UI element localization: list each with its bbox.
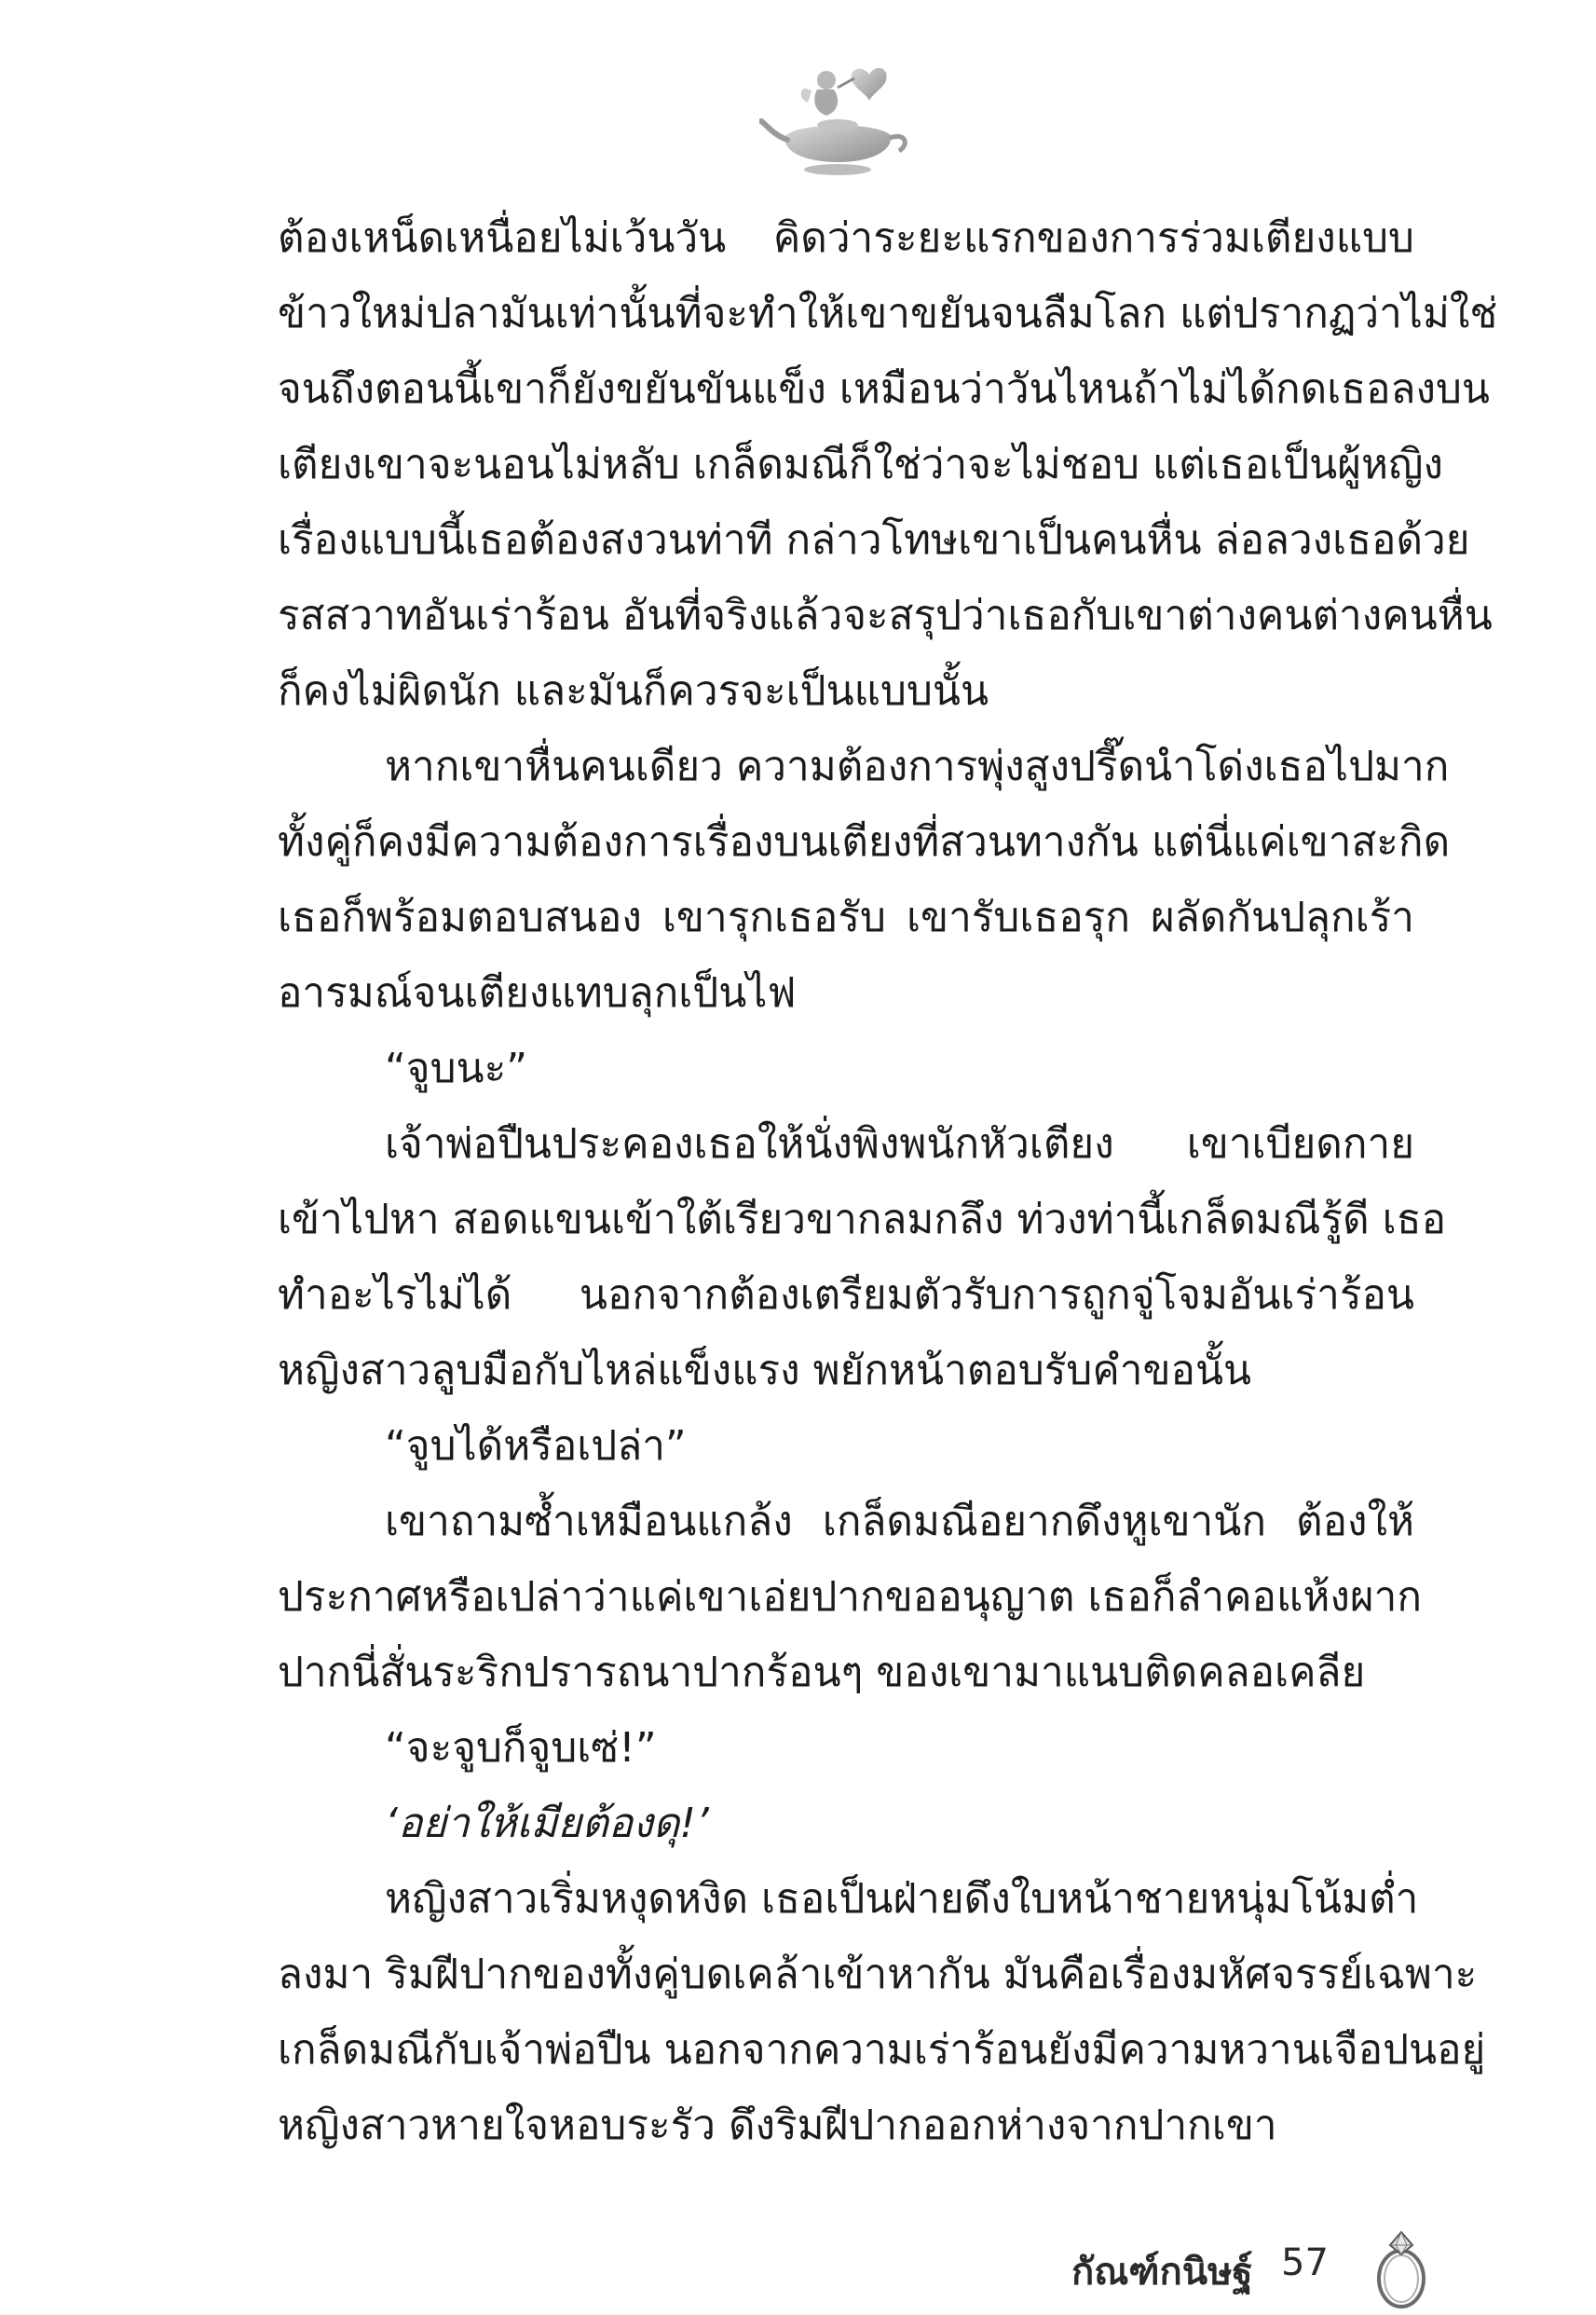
text-line: เข้าไปหา สอดแขนเข้าใต้เรียวขากลมกลึง ท่วงท่านี้เกล็ดมณีรู้ดี เธอ [278, 1196, 1446, 1243]
running-title: กัณฑ์กนิษฐ์ [1071, 2251, 1253, 2294]
text-line: ข้าวใหม่ปลามันเท่านั้นที่จะทำให้เขาขยันจนลืมโลก แต่ปรากฏว่าไม่ใช่ [278, 290, 1498, 337]
text-line: อารมณ์จนเตียงแทบลุกเป็นไฟ [278, 969, 797, 1017]
text-line: ทั้งคู่ก็คงมีความต้องการเรื่องบนเตียงที่สวนทางกัน แต่นี่แค่เขาสะกิด [278, 818, 1451, 866]
diamond-ring-icon [1371, 2223, 1437, 2311]
text-line: เตียงเขาจะนอนไม่หลับ เกล็ดมณีก็ใช่ว่าจะไม่ชอบ แต่เธอเป็นผู้หญิง [278, 441, 1443, 488]
text-line: เธอก็พร้อมตอบสนอง เขารุกเธอรับ เขารับเธอรุก ผลัดกันปลุกเร้า [278, 894, 1414, 941]
text-line: “จูบได้หรือเปล่า” [385, 1422, 687, 1470]
text-line: ลงมา ริมฝีปากของทั้งคู่บดเคล้าเข้าหากัน มันคือเรื่องมหัศจรรย์เฉพาะ [278, 1951, 1478, 1998]
text-line: ต้องเหน็ดเหนื่อยไม่เว้นวัน คิดว่าระยะแรกของการร่วมเตียงแบบ [278, 214, 1414, 262]
text-line: หญิงสาวเริ่มหงุดหงิด เธอเป็นฝ่ายดึงใบหน้าชายหนุ่มโน้มต่ำ [385, 1875, 1419, 1923]
body-text [278, 200, 1498, 2163]
text-line: ก็คงไม่ผิดนัก และมันก็ควรจะเป็นแบบนั้น [278, 667, 989, 715]
text-line: ‘อย่าให้เมียต้องดุ!’ [385, 1800, 709, 1847]
text-line: รสสวาทอันเร่าร้อน อันที่จริงแล้วจะสรุปว่าเธอกับเขาต่างคนต่างคนหื่น [278, 592, 1493, 639]
text-line: หญิงสาวลูบมือกับไหล่แข็งแรง พยักหน้าตอบรับคำขอนั้น [278, 1347, 1252, 1394]
text-line: หากเขาหื่นคนเดียว ความต้องการพุ่งสูงปรี๊ดนำโด่งเธอไปมาก [385, 743, 1450, 790]
text-line: ปากนี่สั่นระริกปรารถนาปากร้อนๆ ของเขามาแนบติดคลอเคลีย [278, 1649, 1366, 1696]
text-line: เจ้าพ่อปืนประคองเธอให้นั่งพิงพนักหัวเตียง เขาเบียดกาย [385, 1120, 1414, 1168]
text-line: ประกาศหรือเปล่าว่าแค่เขาเอ่ยปากขออนุญาต เธอก็ลำคอแห้งผาก [278, 1573, 1422, 1621]
text-line: เกล็ดมณีกับเจ้าพ่อปืน นอกจากความเร่าร้อนยังมีความหวานเจือปนอยู่ [278, 2026, 1486, 2074]
page-footer [1071, 2232, 1444, 2307]
text-line: “จะจูบก็จูบเซ่!” [385, 1724, 657, 1772]
text-line: ทำอะไรไม่ได้ นอกจากต้องเตรียมตัวรับการถูกจู่โจมอันเร่าร้อน [278, 1271, 1414, 1319]
text-line: เรื่องแบบนี้เธอต้องสงวนท่าที กล่าวโทษเขาเป็นคนหื่น ล่อลวงเธอด้วย [278, 516, 1470, 564]
page-number: 57 [1281, 2241, 1329, 2284]
text-line: เขาถามซ้ำเหมือนแกล้ง เกล็ดมณีอยากดึงหูเขานัก ต้องให้ [385, 1498, 1414, 1545]
text-line: จนถึงตอนนี้เขาก็ยังขยันขันแข็ง เหมือนว่าวันไหนถ้าไม่ได้กดเธอลงบน [278, 365, 1491, 413]
cupid-teapot-icon [759, 54, 918, 180]
text-line: หญิงสาวหายใจหอบระรัว ดึงริมฝีปากออกห่างจากปากเขา [278, 2102, 1277, 2149]
text-line: “จูบนะ” [385, 1045, 528, 1092]
